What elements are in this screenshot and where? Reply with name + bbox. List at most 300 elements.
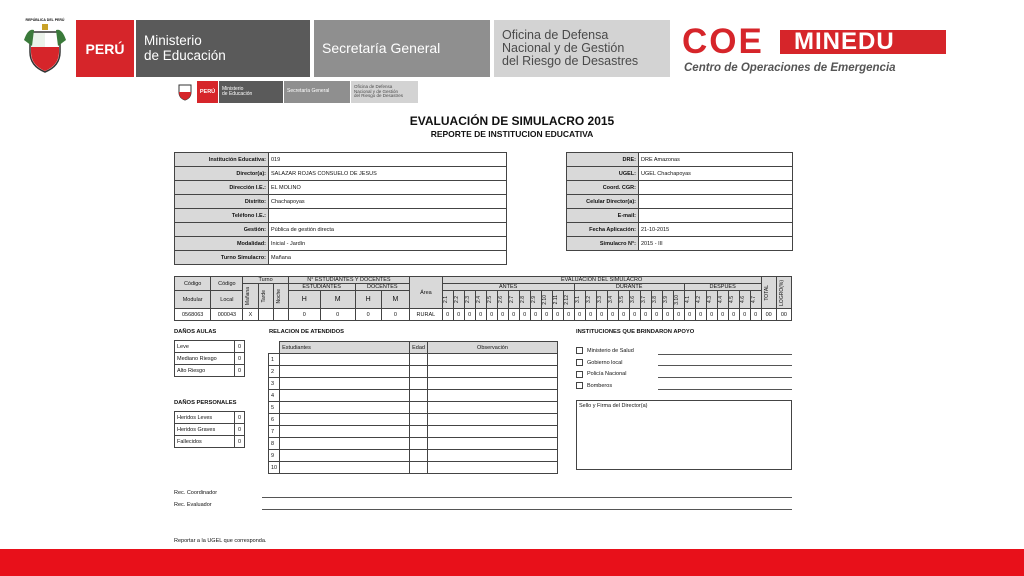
damage-value[interactable]: 0	[235, 424, 245, 436]
atendidos-obs-cell[interactable]	[427, 450, 557, 462]
coe-minedu: MINEDU	[794, 28, 895, 55]
danos-aulas-table	[174, 340, 245, 377]
right-info-label: Fecha Aplicación:	[567, 223, 639, 237]
institution-label: Ministerio de Salud	[587, 347, 634, 354]
atendidos-edad-header: Edad	[410, 342, 428, 354]
institution-line[interactable]	[658, 354, 792, 355]
damage-label: Mediano Riesgo	[175, 353, 235, 365]
right-info-value[interactable]	[639, 181, 793, 195]
sello-label: Sello y Firma del Director(a)	[579, 403, 648, 409]
atendidos-row-num: 1	[269, 354, 280, 366]
atendidos-estudiante-cell[interactable]	[280, 426, 410, 438]
atendidos-edad-cell[interactable]	[410, 450, 428, 462]
cell-doc-h: 0	[355, 309, 381, 321]
damage-row	[175, 412, 245, 424]
mini-ministry-2: de Educación	[222, 91, 253, 97]
atendidos-obs-header: Observación	[427, 342, 557, 354]
right-info-label: Simulacro N°:	[567, 237, 639, 251]
mini-secretaria: Secretaría General	[284, 81, 350, 103]
mini-coat-icon	[176, 83, 194, 101]
left-info-row	[175, 223, 507, 237]
atendidos-row	[269, 438, 558, 450]
right-info-value[interactable]: 21-10-2015	[639, 223, 793, 237]
right-info-label: E-mail:	[567, 209, 639, 223]
cell-noche	[273, 309, 288, 321]
doc-subtitle: REPORTE DE INSTITUCION EDUCATIVA	[430, 129, 594, 139]
right-info-value[interactable]: DRE Amazonas	[639, 153, 793, 167]
rec-evaluador-label: Rec. Evaluador	[174, 502, 212, 508]
left-info-row	[175, 195, 507, 209]
atendidos-estudiantes-header: Estudiantes	[280, 342, 410, 354]
institution-item	[576, 345, 792, 357]
criterion-col-label: 4.5	[728, 296, 735, 303]
est-h-header: H	[288, 291, 320, 309]
criterion-col-label: 4.2	[695, 296, 702, 303]
damage-label: Leve	[175, 341, 235, 353]
durante-header: DURANTE	[574, 284, 684, 291]
cell-score: 0	[519, 309, 530, 321]
institution-label: Policía Nacional	[587, 371, 627, 378]
atendidos-edad-cell[interactable]	[410, 438, 428, 450]
atendidos-row-num: 2	[269, 366, 280, 378]
atendidos-estudiante-cell[interactable]	[280, 462, 410, 474]
atendidos-estudiante-cell[interactable]	[280, 402, 410, 414]
institution-item	[576, 380, 792, 392]
cell-manana: X	[243, 309, 258, 321]
atendidos-row	[269, 378, 558, 390]
institution-label: Bomberos	[587, 382, 613, 389]
atendidos-row-num: 10	[269, 462, 280, 474]
cell-score: 0	[662, 309, 673, 321]
cell-local: 000043	[211, 309, 243, 321]
atendidos-row-num: 9	[269, 450, 280, 462]
atendidos-edad-cell[interactable]	[410, 366, 428, 378]
danos-personales-table	[174, 411, 245, 448]
right-info-row	[567, 167, 793, 181]
criterion-col-label: 2.8	[519, 296, 526, 303]
cell-score: 0	[629, 309, 640, 321]
left-info-row	[175, 251, 507, 265]
criterion-col-header	[596, 291, 607, 309]
right-info-label: DRE:	[567, 153, 639, 167]
cell-doc-m: 0	[381, 309, 409, 321]
atendidos-obs-cell[interactable]	[427, 378, 557, 390]
atendidos-estudiante-cell[interactable]	[280, 414, 410, 426]
footer-note: Reportar a la UGEL que corresponda.	[174, 538, 267, 544]
atendidos-row	[269, 354, 558, 366]
atendidos-obs-cell[interactable]	[427, 354, 557, 366]
atendidos-row	[269, 390, 558, 402]
left-info-label: Dirección I.E.:	[175, 181, 269, 195]
atendidos-estudiante-cell[interactable]	[280, 390, 410, 402]
cell-est-m: 0	[320, 309, 355, 321]
left-info-value[interactable]: EL MOLINO	[269, 181, 507, 195]
doc-title: EVALUACIÓN DE SIMULACRO 2015	[409, 114, 615, 128]
right-info-label: Celular Director(a):	[567, 195, 639, 209]
codigo-local-header	[211, 277, 243, 291]
damage-row	[175, 424, 245, 436]
criterion-col-label: 2.11	[552, 294, 559, 305]
criterion-col-header	[497, 291, 508, 309]
atendidos-obs-cell[interactable]	[427, 414, 557, 426]
left-info-value[interactable]: Mañana	[269, 251, 507, 265]
right-info-value[interactable]	[639, 195, 793, 209]
atendidos-row-num: 3	[269, 378, 280, 390]
atendidos-estudiante-cell[interactable]	[280, 450, 410, 462]
cell-score: 0	[739, 309, 750, 321]
right-info-row	[567, 223, 793, 237]
right-info-label: UGEL:	[567, 167, 639, 181]
criterion-col-label: 2.10	[541, 294, 548, 305]
docentes-header: DOCENTES	[355, 284, 410, 291]
logro-header	[776, 277, 791, 309]
criterion-col-label: 3.8	[651, 296, 658, 303]
atendidos-row-num: 8	[269, 438, 280, 450]
atendidos-estudiante-cell[interactable]	[280, 354, 410, 366]
atendidos-obs-cell[interactable]	[427, 438, 557, 450]
atendidos-obs-cell[interactable]	[427, 402, 557, 414]
left-info-row	[175, 167, 507, 181]
cell-score: 0	[651, 309, 662, 321]
cell-score: 0	[695, 309, 706, 321]
danos-aulas-title: DAÑOS AULAS	[174, 329, 217, 335]
left-info-value[interactable]: SALAZAR ROJAS CONSUELO DE JESUS	[269, 167, 507, 181]
criterion-col-header	[684, 291, 695, 309]
coe-subtitle: Centro de Operaciones de Emergencia	[684, 62, 896, 74]
left-info-row	[175, 237, 507, 251]
cell-score: 0	[706, 309, 717, 321]
atendidos-estudiante-cell[interactable]	[280, 378, 410, 390]
left-info-value[interactable]: Chachapoyas	[269, 195, 507, 209]
criterion-col-header	[750, 291, 761, 309]
criterion-col-header	[574, 291, 585, 309]
criterion-col-label: 4.1	[684, 296, 691, 303]
criterion-col-header	[629, 291, 640, 309]
institution-line[interactable]	[658, 377, 792, 378]
atendidos-row-num: 7	[269, 426, 280, 438]
rec-coordinador-line[interactable]	[262, 497, 792, 498]
atendidos-obs-cell[interactable]	[427, 462, 557, 474]
cell-score: 0	[673, 309, 684, 321]
atendidos-row-num: 4	[269, 390, 280, 402]
institution-line[interactable]	[658, 365, 792, 366]
criterion-col-header	[453, 291, 464, 309]
right-info-row	[567, 195, 793, 209]
cell-score: 0	[508, 309, 519, 321]
institution-checkbox[interactable]	[576, 371, 583, 378]
damage-value[interactable]: 0	[235, 341, 245, 353]
criterion-col-label: 2.3	[464, 296, 471, 303]
atendidos-num-header	[269, 342, 280, 354]
mini-oficina	[351, 81, 418, 103]
damage-label: Heridos Leves	[175, 412, 235, 424]
atendidos-row	[269, 366, 558, 378]
cell-total: 00	[761, 309, 776, 321]
criterion-col-label: 3.10	[673, 294, 680, 305]
damage-row	[175, 341, 245, 353]
cell-score: 0	[717, 309, 728, 321]
atendidos-edad-cell[interactable]	[410, 462, 428, 474]
criterion-col-header	[530, 291, 541, 309]
cell-modular: 0568063	[175, 309, 211, 321]
antes-header: ANTES	[442, 284, 574, 291]
right-info-row	[567, 181, 793, 195]
atendidos-row	[269, 414, 558, 426]
atendidos-title: RELACION DE ATENDIDOS	[269, 329, 345, 335]
criterion-col-label: 4.3	[706, 296, 713, 303]
damage-value[interactable]: 0	[235, 353, 245, 365]
right-info-value[interactable]: UGEL Chachapoyas	[639, 167, 793, 181]
rec-coordinador-label: Rec. Coordinador	[174, 490, 218, 496]
cell-score: 0	[486, 309, 497, 321]
damage-label: Heridos Graves	[175, 424, 235, 436]
institution-checkbox[interactable]	[576, 382, 583, 389]
cell-score: 0	[640, 309, 651, 321]
doc-h-header: H	[355, 291, 381, 309]
cell-score: 0	[464, 309, 475, 321]
mini-oficina-3: del Riesgo de Desastres	[354, 93, 404, 99]
turno-noche: Noche	[275, 288, 282, 304]
cell-score: 0	[728, 309, 739, 321]
institution-item	[576, 357, 792, 369]
rec-evaluador-line[interactable]	[262, 509, 792, 510]
damage-row	[175, 436, 245, 448]
damage-row	[175, 353, 245, 365]
criterion-col-label: 2.7	[508, 296, 515, 303]
atendidos-row	[269, 402, 558, 414]
coat-of-arms-icon	[22, 22, 68, 74]
despues-header: DESPUES	[684, 284, 761, 291]
mini-oficina-1: Oficina de Defensa	[354, 83, 393, 89]
evaluacion-header: EVALUACIÓN DEL SIMULACRO	[442, 277, 761, 284]
peru-block: PERÚ	[76, 20, 134, 77]
damage-value[interactable]: 0	[235, 365, 245, 377]
cell-score: 0	[453, 309, 464, 321]
left-info-label: Director(a):	[175, 167, 269, 181]
atendidos-estudiante-cell[interactable]	[280, 438, 410, 450]
damage-row	[175, 365, 245, 377]
cell-score: 0	[585, 309, 596, 321]
criterion-col-label: 4.7	[750, 296, 757, 303]
turno-noche-header	[273, 284, 288, 309]
criterion-col-header	[519, 291, 530, 309]
criterion-col-label: 3.5	[618, 296, 625, 303]
criterion-col-label: 3.9	[662, 296, 669, 303]
criterion-col-label: 3.1	[574, 296, 581, 303]
right-info-label: Coord. CGR:	[567, 181, 639, 195]
turno-header: Turno	[243, 277, 288, 284]
criterion-col-header	[508, 291, 519, 309]
criterion-col-header	[464, 291, 475, 309]
criterion-col-header	[673, 291, 684, 309]
oficina-line-1: Oficina de Defensa	[502, 27, 609, 42]
criterion-col-header	[739, 291, 750, 309]
doc-m-header: M	[381, 291, 409, 309]
total-label: TOTAL	[763, 284, 770, 301]
cell-score: 0	[618, 309, 629, 321]
institution-line[interactable]	[658, 389, 792, 390]
atendidos-edad-cell[interactable]	[410, 402, 428, 414]
left-info-label: Distrito:	[175, 195, 269, 209]
criterion-col-label: 2.5	[486, 296, 493, 303]
criterion-col-label: 2.12	[563, 294, 570, 305]
criterion-col-label: 2.6	[497, 296, 504, 303]
cell-score: 0	[497, 309, 508, 321]
criterion-col-header	[662, 291, 673, 309]
right-info-row	[567, 237, 793, 251]
criterion-col-header	[563, 291, 574, 309]
criterion-col-header	[717, 291, 728, 309]
criterion-col-label: 3.3	[596, 296, 603, 303]
mini-peru: PERÚ	[197, 81, 218, 103]
modular-header: Modular	[175, 291, 211, 309]
criterion-col-label: 4.6	[739, 296, 746, 303]
cell-score: 0	[596, 309, 607, 321]
turno-tarde: Tarde	[260, 289, 267, 303]
cell-score: 0	[684, 309, 695, 321]
criterion-col-label: 2.2	[453, 296, 460, 303]
right-info-row	[567, 209, 793, 223]
coe-title: COE	[682, 22, 764, 61]
ministry-line-2: de Educación	[144, 47, 226, 63]
criterion-col-header	[442, 291, 453, 309]
institution-label: Gobierno local	[587, 359, 623, 366]
atendidos-obs-cell[interactable]	[427, 366, 557, 378]
codigo-label-2: Código	[218, 280, 236, 287]
total-header	[761, 277, 776, 309]
left-info-label: Gestión:	[175, 223, 269, 237]
republica-label: REPÚBLICA DEL PERÚ	[25, 18, 65, 22]
oficina-block	[494, 20, 670, 77]
atendidos-obs-cell[interactable]	[427, 426, 557, 438]
right-info-value[interactable]: 2015 - III	[639, 237, 793, 251]
atendidos-row-num: 5	[269, 402, 280, 414]
left-info-value[interactable]: 019	[269, 153, 507, 167]
damage-value[interactable]: 0	[235, 436, 245, 448]
atendidos-row	[269, 450, 558, 462]
criterion-col-label: 3.7	[640, 296, 647, 303]
criterion-col-label: 3.2	[585, 296, 592, 303]
criterion-col-label: 3.4	[607, 296, 614, 303]
left-info-label: Institución Educativa:	[175, 153, 269, 167]
criterion-col-label: 4.4	[717, 296, 724, 303]
codigo-modular-header	[175, 277, 211, 291]
cell-score: 0	[530, 309, 541, 321]
left-info-value[interactable]	[269, 209, 507, 223]
cell-logro: 00	[776, 309, 791, 321]
criterion-col-header	[728, 291, 739, 309]
turno-manana-header	[243, 284, 258, 309]
criterion-col-header	[607, 291, 618, 309]
left-info-label: Teléfono I.E.:	[175, 209, 269, 223]
cell-score: 0	[607, 309, 618, 321]
area-header: Área	[410, 277, 443, 309]
turno-manana: Mañana	[245, 286, 252, 306]
atendidos-table	[268, 341, 558, 474]
codigo-label-1: Código	[183, 280, 202, 287]
ministry-block	[136, 20, 310, 77]
left-info-value[interactable]: Inicial - Jardín	[269, 237, 507, 251]
mini-ministry-1: Ministerio	[222, 85, 244, 92]
criterion-col-header	[552, 291, 563, 309]
evaluation-table	[174, 276, 792, 321]
cell-score: 0	[552, 309, 563, 321]
cell-score: 0	[442, 309, 453, 321]
criterion-col-header	[541, 291, 552, 309]
cell-tarde	[258, 309, 273, 321]
left-info-table	[174, 152, 507, 265]
criterion-col-header	[585, 291, 596, 309]
atendidos-edad-cell[interactable]	[410, 354, 428, 366]
atendidos-obs-cell[interactable]	[427, 390, 557, 402]
left-info-value[interactable]: Pública de gestión directa	[269, 223, 507, 237]
criterion-col-header	[486, 291, 497, 309]
left-info-row	[175, 209, 507, 223]
cell-est-h: 0	[288, 309, 320, 321]
criterion-col-label: 2.9	[530, 296, 537, 303]
criterion-col-header	[618, 291, 629, 309]
cell-score: 0	[574, 309, 585, 321]
right-info-value[interactable]	[639, 209, 793, 223]
criterion-col-label: 2.4	[475, 296, 482, 303]
right-info-table	[566, 152, 793, 251]
atendidos-estudiante-cell[interactable]	[280, 366, 410, 378]
atendidos-edad-cell[interactable]	[410, 390, 428, 402]
atendidos-edad-cell[interactable]	[410, 378, 428, 390]
criterion-col-header	[651, 291, 662, 309]
local-header: Local	[211, 291, 243, 309]
criterion-col-label: 2.1	[442, 296, 449, 303]
oficina-line-3: del Riesgo de Desastres	[502, 54, 639, 69]
header-banner	[22, 18, 672, 78]
oficina-line-2: Nacional y de Gestión	[502, 40, 625, 55]
danos-personales-title: DAÑOS PERSONALES	[174, 400, 237, 406]
atendidos-edad-cell[interactable]	[410, 414, 428, 426]
cell-area: RURAL	[410, 309, 443, 321]
criterion-col-header	[640, 291, 651, 309]
atendidos-edad-cell[interactable]	[410, 426, 428, 438]
instituciones-list	[576, 345, 792, 392]
secretaria-block: Secretaría General	[314, 20, 490, 77]
turno-tarde-header	[258, 284, 273, 309]
institution-checkbox[interactable]	[576, 347, 583, 354]
cell-score: 0	[475, 309, 486, 321]
criterion-col-header	[706, 291, 717, 309]
est-m-header: M	[320, 291, 355, 309]
mini-ministry	[219, 81, 283, 103]
institution-checkbox[interactable]	[576, 359, 583, 366]
left-info-row	[175, 181, 507, 195]
mini-oficina-2: Nacional y de Gestión	[354, 88, 399, 94]
bottom-red-band	[0, 549, 1024, 576]
institution-item	[576, 368, 792, 380]
criterion-col-header	[475, 291, 486, 309]
left-info-label: Modalidad:	[175, 237, 269, 251]
instituciones-title: INSTITUCIONES QUE BRINDARON APOYO	[576, 329, 695, 335]
estudiantes-header: ESTUDIANTES	[288, 284, 355, 291]
damage-label: Fallecidos	[175, 436, 235, 448]
atendidos-row-num: 6	[269, 414, 280, 426]
criterion-col-header	[695, 291, 706, 309]
cell-score: 0	[541, 309, 552, 321]
criterion-col-label: 3.6	[629, 296, 636, 303]
damage-label: Alto Riesgo	[175, 365, 235, 377]
cell-score: 0	[563, 309, 574, 321]
ministry-line-1: Ministerio	[144, 33, 202, 49]
estudiantes-docentes-header: N° ESTUDIANTES Y DOCENTES	[288, 277, 409, 284]
sello-box	[576, 400, 792, 470]
damage-value[interactable]: 0	[235, 412, 245, 424]
